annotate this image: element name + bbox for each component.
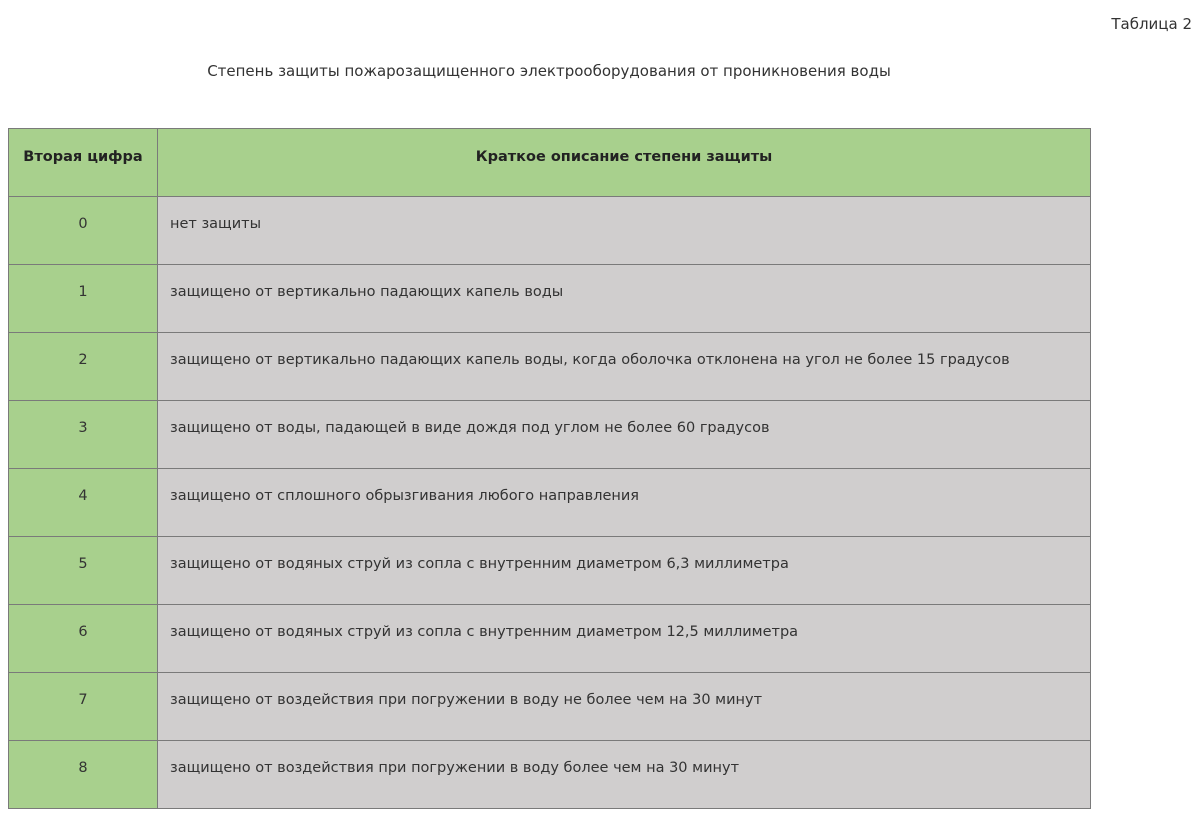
row-description: защищено от водяных струй из сопла с внутренним диаметром 6,3 миллиметра <box>158 537 1091 605</box>
table-row <box>9 401 1091 469</box>
row-digit: 6 <box>9 605 158 673</box>
protection-table <box>8 128 1091 809</box>
table-row <box>9 197 1091 265</box>
row-description: нет защиты <box>158 197 1091 265</box>
row-digit: 2 <box>9 333 158 401</box>
row-digit: 3 <box>9 401 158 469</box>
header-description: Краткое описание степени защиты <box>158 129 1091 197</box>
table-row <box>9 333 1091 401</box>
row-digit: 1 <box>9 265 158 333</box>
table-caption: Таблица 2 <box>1111 15 1192 33</box>
row-description: защищено от воздействия при погружении в воду не более чем на 30 минут <box>158 673 1091 741</box>
row-description: защищено от воды, падающей в виде дождя под углом не более 60 градусов <box>158 401 1091 469</box>
row-description: защищено от водяных струй из сопла с внутренним диаметром 12,5 миллиметра <box>158 605 1091 673</box>
row-digit: 7 <box>9 673 158 741</box>
table-header-row <box>9 129 1091 197</box>
table-row <box>9 741 1091 809</box>
table-row <box>9 265 1091 333</box>
table-row <box>9 605 1091 673</box>
row-description: защищено от сплошного обрызгивания любого направления <box>158 469 1091 537</box>
header-second-digit: Вторая цифра <box>9 129 158 197</box>
table-row <box>9 673 1091 741</box>
row-digit: 5 <box>9 537 158 605</box>
row-digit: 0 <box>9 197 158 265</box>
table-title: Степень защиты пожарозащищенного электрооборудования от проникновения воды <box>207 62 891 80</box>
table-row <box>9 469 1091 537</box>
row-description: защищено от воздействия при погружении в воду более чем на 30 минут <box>158 741 1091 809</box>
table-row <box>9 537 1091 605</box>
row-digit: 8 <box>9 741 158 809</box>
row-description: защищено от вертикально падающих капель воды, когда оболочка отклонена на угол не более 15 градусов <box>158 333 1091 401</box>
row-description: защищено от вертикально падающих капель воды <box>158 265 1091 333</box>
row-digit: 4 <box>9 469 158 537</box>
